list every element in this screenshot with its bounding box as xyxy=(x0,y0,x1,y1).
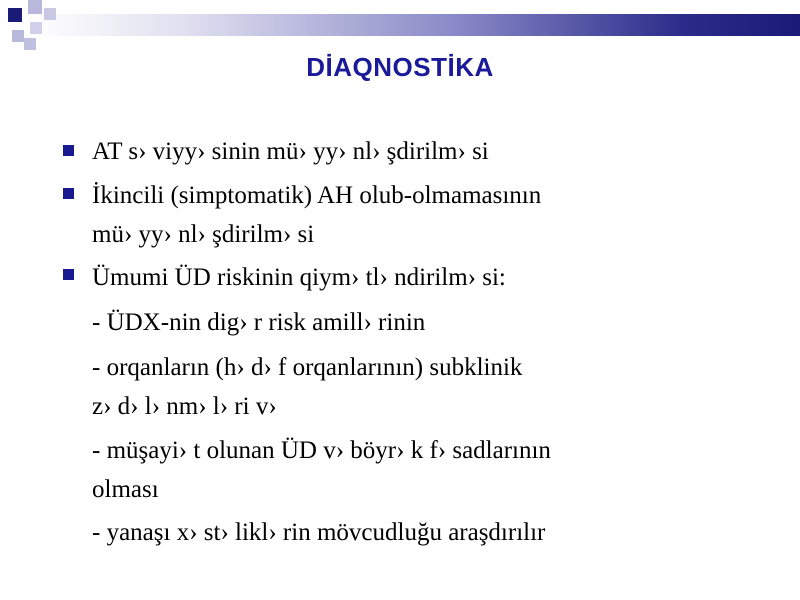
decor-square-light xyxy=(12,30,24,42)
sub-item-text: - müşayi› t olunan ÜD v› böyr› k f› sadlarının xyxy=(92,437,551,464)
decor-square-light xyxy=(30,22,42,34)
decor-square-light xyxy=(24,38,36,50)
bullet-square-icon xyxy=(63,269,74,280)
bullet-text: İkincili (simptomatik) AH olub-olmamasının xyxy=(92,182,542,209)
bullet-text-continuation: mü› yy› nl› şdirilm› si xyxy=(92,221,315,248)
decor-square-light xyxy=(44,8,56,20)
slide-title: DİAQNOSTİKA xyxy=(306,52,494,82)
decor-square-dark xyxy=(8,8,22,22)
sub-item-continuation: olması xyxy=(92,476,159,503)
decor-square-light xyxy=(28,0,42,14)
bullet-text: AT s› viyy› sinin mü› yy› nl› şdirilm› si xyxy=(92,138,489,165)
bullet-square-icon xyxy=(63,145,74,156)
bullet-text: Ümumi ÜD riskinin qiym› tl› ndirilm› si: xyxy=(92,264,506,291)
bullet-square-icon xyxy=(63,188,74,199)
sub-item-text: - yanaşı x› st› likl› rin mövcudluğu araşdırılır xyxy=(92,519,546,546)
sub-item-text: - ÜDX-nin dig› r risk amill› rinin xyxy=(92,309,426,336)
header-gradient-bar xyxy=(30,14,800,36)
sub-item-continuation: z› d› l› nm› l› ri v› xyxy=(92,393,277,420)
sub-item-text: - orqanların (h› d› f orqanlarının) subklinik xyxy=(92,354,523,381)
